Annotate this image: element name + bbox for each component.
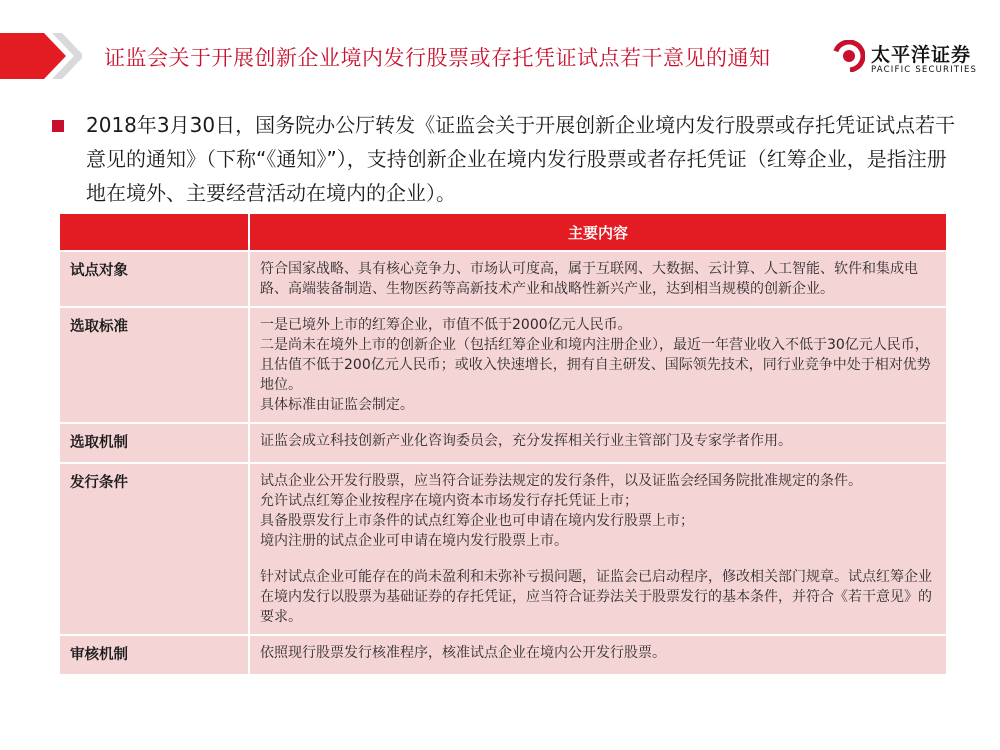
table-row [59, 635, 947, 675]
row-label: 试点对象 [59, 251, 249, 307]
logo-english-name: PACIFIC SECURITIES [871, 65, 978, 75]
row-label: 选取机制 [59, 423, 249, 463]
square-bullet-icon [52, 120, 64, 132]
row-content [249, 463, 947, 635]
content-line: 针对试点企业可能存在的尚未盈利和未弥补亏损问题，证监会已启动程序，修改相关部门规章。试点红筹企业在境内发行以股票为基础证券的存托凭证，应当符合证券法关于股票发行的基本条件，并符合《若干意见》的要求。 [260, 569, 932, 625]
content-line: 试点企业公开发行股票，应当符合证券法规定的发行条件，以及证监会经国务院批准规定的条件。 [260, 473, 862, 489]
row-label: 审核机制 [59, 635, 249, 675]
row-label: 选取标准 [59, 307, 249, 423]
table-row [59, 307, 947, 423]
table-header-empty [59, 213, 249, 251]
logo-chinese-name: 太平洋证券 [871, 44, 972, 66]
content-line: 具体标准由证监会制定。 [260, 397, 414, 413]
row-content [249, 251, 947, 307]
pacific-logo-icon [833, 40, 865, 72]
content-line: 依照现行股票发行核准程序，核准试点企业在境内公开发行股票。 [260, 645, 666, 661]
row-label: 发行条件 [59, 463, 249, 635]
content-table [58, 212, 948, 676]
content-line: 允许试点红筹企业按程序在境内资本市场发行存托凭证上市； [260, 493, 638, 509]
company-logo [833, 38, 983, 82]
page-title: 证监会关于开展创新企业境内发行股票或存托凭证试点若干意见的通知 [104, 46, 771, 70]
row-content [249, 307, 947, 423]
table-row [59, 463, 947, 635]
table-row [59, 423, 947, 463]
content-line: 二是尚未在境外上市的创新企业（包括红筹企业和境内注册企业），最近一年营业收入不低于30亿元人民币，且估值不低于200亿元人民币；或收入快速增长，拥有自主研发、国际领先技术，同行业竞争中处于相对优势地位。 [260, 337, 931, 393]
row-content [249, 635, 947, 675]
content-line: 证监会成立科技创新产业化咨询委员会，充分发挥相关行业主管部门及专家学者作用。 [260, 433, 792, 449]
content-line: 符合国家战略、具有核心竞争力、市场认可度高，属于互联网、大数据、云计算、人工智能、软件和集成电路、高端装备制造、生物医药等高新技术产业和战略性新兴产业，达到相当规模的创新企业。 [260, 261, 918, 297]
row-content [249, 423, 947, 463]
table-row [59, 251, 947, 307]
content-line: 境内注册的试点企业可申请在境内发行股票上市。 [260, 533, 568, 549]
table-header-main-content: 主要内容 [249, 213, 947, 251]
content-line: 具备股票发行上市条件的试点红筹企业也可申请在境内发行股票上市； [260, 513, 694, 529]
table-header-row [59, 213, 947, 251]
content-line: 一是已境外上市的红筹企业，市值不低于2000亿元人民币。 [260, 317, 632, 333]
intro-paragraph: 2018年3月30日，国务院办公厅转发《证监会关于开展创新企业境内发行股票或存托凭证试点若干意见的通知》（下称“《通知》”），支持创新企业在境内发行股票或者存托凭证（红筹企业，是指注册地在境外、主要经营活动在境内的企业）。 [86, 113, 956, 205]
header-chevron-decoration [0, 33, 82, 79]
